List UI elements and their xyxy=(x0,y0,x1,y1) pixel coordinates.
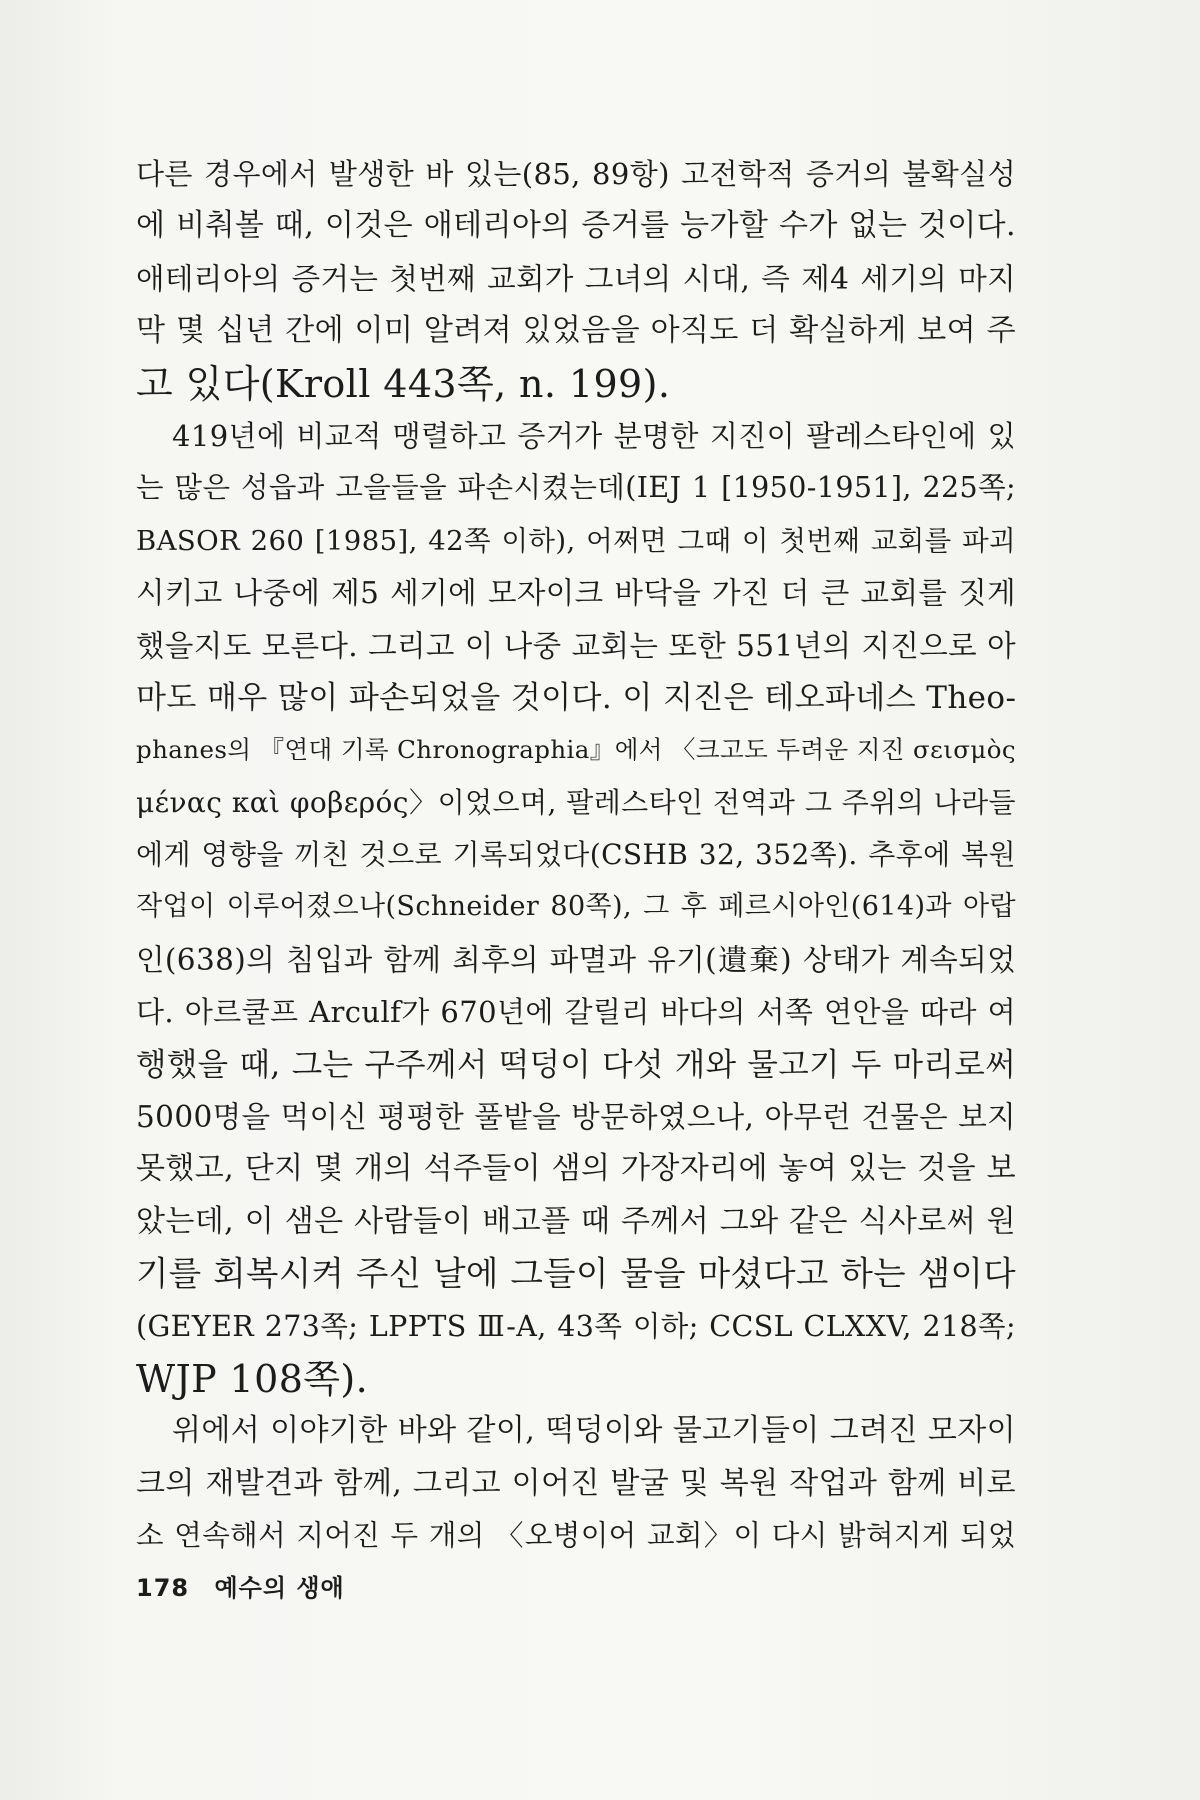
text-line: 시키고 나중에 제5 세기에 모자이크 바닥을 가진 더 큰 교회를 짓게 xyxy=(136,576,1016,611)
text-line: 기를 회복시켜 주신 날에 그들이 물을 마셨다고 하는 샘이다 xyxy=(136,1254,1016,1294)
text-line: 는 많은 성읍과 고을들을 파손시켰는데(IEJ 1 [1950-1951], 225쪽; xyxy=(136,471,1016,505)
text-line: phanes의 『연대 기록 Chronographia』에서 〈크고도 두려운 지진 σεισμὸς xyxy=(136,735,1016,765)
book-title: 예수의 생애 xyxy=(214,1574,345,1602)
text-line: 애테리아의 증거는 첫번째 교회가 그녀의 시대, 즉 제4 세기의 마지 xyxy=(136,261,1016,296)
page-footer xyxy=(136,1568,345,1603)
body-text xyxy=(136,148,1016,1563)
text-line: 다. 아르쿨프 Arculf가 670년에 갈릴리 바다의 서쪽 연안을 따라 여 xyxy=(136,995,1016,1030)
text-line: 위에서 이야기한 바와 같이, 떡덩이와 물고기들이 그려진 모자이 xyxy=(172,1413,1016,1449)
text-line: 소 연속해서 지어진 두 개의 〈오병이어 교회〉이 다시 밝혀지게 되었 xyxy=(136,1519,1016,1553)
text-line: 행했을 때, 그는 구주께서 떡덩이 다섯 개와 물고기 두 마리로써 xyxy=(136,1046,1016,1083)
text-line: 5000명을 먹이신 평평한 풀밭을 방문하였으나, 아무런 건물은 보지 xyxy=(136,1100,1016,1135)
text-line: 크의 재발견과 함께, 그리고 이어진 발굴 및 복원 작업과 함께 비로 xyxy=(136,1465,1016,1501)
text-line: 고 있다(Kroll 443쪽, n. 199). xyxy=(136,361,671,406)
text-line: 막 몇 십년 간에 이미 알려져 있었음을 아직도 더 확실하게 보여 주 xyxy=(136,313,1016,349)
text-line: 다른 경우에서 발생한 바 있는(85, 89항) 고전학적 증거의 불확실성 xyxy=(136,157,1016,191)
text-line: 았는데, 이 샘은 사람들이 배고플 때 주께서 그와 같은 식사로써 원 xyxy=(136,1203,1016,1239)
text-line: 419년에 비교적 맹렬하고 증거가 분명한 지진이 팔레스타인에 있 xyxy=(172,418,1016,453)
text-line: 못했고, 단지 몇 개의 석주들이 샘의 가장자리에 놓여 있는 것을 보 xyxy=(136,1151,1016,1187)
text-line: 작업이 이루어졌으나(Schneider 80쪽), 그 후 페르시아인(614)과 아랍 xyxy=(136,891,1016,923)
text-line: 에게 영향을 끼친 것으로 기록되었다(CSHB 32, 352쪽). 추후에 복원 xyxy=(136,838,1016,872)
text-line: WJP 108쪽). xyxy=(136,1356,369,1401)
page-number: 178 xyxy=(136,1574,190,1602)
text-line: μένας καὶ φοβερός〉이었으며, 팔레스타인 전역과 그 주위의 나라들 xyxy=(136,785,1016,819)
text-line: BASOR 260 [1985], 42쪽 이하), 어쩌면 그때 이 첫번째 교회를 파괴 xyxy=(136,524,1016,557)
text-line: 했을지도 모른다. 그리고 이 나중 교회는 또한 551년의 지진으로 아 xyxy=(136,628,1016,663)
text-line: 마도 매우 많이 파손되었을 것이다. 이 지진은 테오파네스 Theo- xyxy=(136,679,1016,716)
text-line: 인(638)의 침입과 함께 최후의 파멸과 유기(遺棄) 상태가 계속되었 xyxy=(136,942,1016,977)
text-line: 에 비춰볼 때, 이것은 애테리아의 증거를 능가할 수가 없는 것이다. xyxy=(136,208,1016,244)
text-line: (GEYER 273쪽; LPPTS Ⅲ-A, 43쪽 이하; CCSL CLXXV, 218쪽; xyxy=(136,1309,1016,1343)
